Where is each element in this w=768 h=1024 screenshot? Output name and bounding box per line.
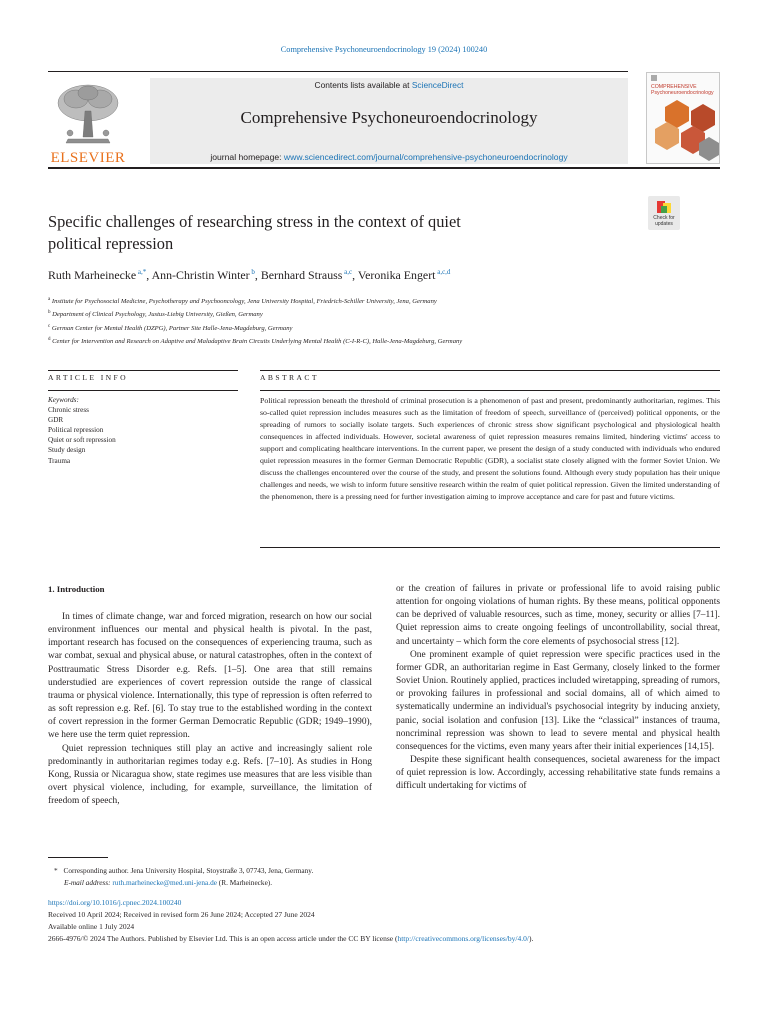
- body-paragraph: Quiet repression techniques still play an active and increasingly salient role predominantly in authoritarian regimes today e.g. Refs. [7–10]. As studies in Hong Kong, Russia or Nicaragua show, state regimes use measures that are less visible than overt physical violence, including, for example, surveillance, the limitation of freedom of speech,: [48, 743, 372, 807]
- author-name[interactable]: Ruth Marheinecke: [48, 268, 137, 282]
- keyword-item: Political repression: [48, 426, 104, 435]
- sciencedirect-link[interactable]: ScienceDirect: [411, 80, 464, 90]
- doi-link[interactable]: https://doi.org/10.1016/j.cpnec.2024.100240: [48, 898, 182, 907]
- keyword-item: Quiet or soft repression: [48, 436, 116, 445]
- keyword-item: Study design: [48, 446, 86, 455]
- email-label: E-mail address:: [64, 878, 111, 888]
- journal-cover-thumbnail[interactable]: [646, 72, 720, 164]
- author-name[interactable]: Bernhard Strauss: [260, 268, 343, 282]
- body-column-left: [48, 611, 372, 808]
- header-top-rule: [48, 71, 628, 72]
- author-separator: ,: [146, 268, 152, 282]
- license-line: [48, 933, 728, 945]
- body-paragraph: In times of climate change, war and forced migration, research on how our social environment influences our mental and physical health is pivotal. In the past, important research has focused on the consequences of experiencing trauma, such as war combat, sexual and physical abuse, or natural catastrophes, often in the context of Posttraumatic Stress Disorder e.g. Refs. [1–5]. One area that still remains understudied are experiences of covert repression outside the range of classical trauma or physical violence. Internationally, this type of repression is often referred to as soft repression e.g. Ref. [6]. To stay true to the established wording in the context of covert repression in the former German Democratic Republic (GDR; 1949–1990), we here use the term quiet repression.: [48, 612, 372, 741]
- article-info-rule: [48, 370, 238, 371]
- affiliation-item: [48, 334, 728, 347]
- author-name[interactable]: Veronika Engert: [357, 268, 436, 282]
- received-dates: Received 10 April 2024; Received in revised form 26 June 2024; Accepted 27 June 2024: [48, 910, 315, 920]
- affiliation-marker: b: [48, 310, 51, 316]
- affiliation-text: Institute for Psychosocial Medicine, Psychotherapy and Psychooncology, Jena University Hospital, Friedrich-Schiller University, Jena, Germany: [50, 298, 437, 306]
- body-paragraph: or the creation of failures in private or professional life to avoid raising public attention for ongoing violations of human rights. By these means, political opponents can be deprived of valuable resources, such as time, money, security or allies [7–11]. Quiet repression aims to create ongoing feelings of uncontrollability, social threat, and uncertainty – which form the core elements of psychosocial stress [12].: [396, 584, 720, 647]
- email-line: [48, 877, 720, 889]
- homepage-label: journal homepage:: [210, 152, 282, 162]
- license-link[interactable]: http://creativecommons.org/licenses/by/4.0/: [397, 934, 529, 944]
- contents-availability: [150, 80, 628, 90]
- affiliation-marker: c: [48, 323, 51, 329]
- check-for-updates-badge[interactable]: [648, 196, 680, 230]
- article-info-heading: ARTICLE INFO: [48, 373, 129, 382]
- corresponding-line: [48, 865, 720, 877]
- author-list: [48, 268, 728, 283]
- cover-title-line1: COMPREHENSIVE: [651, 84, 697, 90]
- cover-title-line2: Psychoneuroendocrinology: [651, 90, 714, 96]
- body-paragraph: Despite these significant health consequences, societal awareness for the impact of quiet repression is low. Accordingly, accessing rehabilitative state funds remains a difficult undertaking for victims of: [396, 755, 720, 792]
- author-affiliation-marker[interactable]: a,*: [136, 268, 147, 277]
- journal-name: Comprehensive Psychoneuroendocrinology: [240, 108, 538, 127]
- publication-info: [48, 897, 728, 946]
- article-info-underline: [48, 390, 238, 391]
- cover-mini-logo: [651, 75, 657, 81]
- cover-title: [651, 84, 714, 96]
- author-separator: ,: [254, 268, 261, 282]
- affiliation-text: Center for Intervention and Research on Adaptive and Maladaptive Brain Circuits Underlying Mental Health (C-I-R-C), Halle-Jena-Magdeburg, Germany: [50, 338, 463, 346]
- abstract-underline: [260, 390, 720, 391]
- affiliation-list: [48, 294, 728, 348]
- body-paragraph: One prominent example of quiet repression were specific practices used in the former GDR, an authoritarian regime in East Germany, closely linked to the former Soviet Union. Routinely applied, practices included wiretapping, spreading of rumors, or provoking failures in professional and social domains, all of which aimed to systematically undermine an individual's psychosocial integrity by inducing anxiety, panic, social isolation and confusion [13]. Like the “classical” instances of trauma, noncriminal repression was shown to lead to severe mental and physical health consequences for the victims, even many years after their initial experiences [14,15].: [396, 649, 720, 752]
- footnote-rule: [48, 857, 108, 858]
- footnote-marker: *: [54, 866, 58, 875]
- author-affiliation-marker[interactable]: a,c,d: [435, 268, 451, 277]
- crossmark-icon: [654, 199, 674, 215]
- elsevier-wordmark: ELSEVIER: [50, 150, 126, 166]
- homepage-link[interactable]: www.sciencedirect.com/journal/comprehensive-psychoneuroendocrinology: [283, 152, 568, 162]
- journal-citation-link[interactable]: Comprehensive Psychoneuroendocrinology 19 (2024) 100240: [280, 45, 488, 54]
- keywords-block: [48, 395, 228, 466]
- header-bottom-rule: [48, 167, 720, 169]
- crossmark-label: [648, 216, 680, 227]
- affiliation-marker: d: [48, 337, 51, 343]
- crossmark-label-line2: updates: [655, 220, 673, 227]
- journal-homepage: [150, 152, 628, 162]
- corresponding-author-footnote: [48, 865, 720, 889]
- author-separator: ,: [352, 268, 358, 282]
- title-line-2: political repression: [48, 234, 174, 253]
- contents-prefix: Contents lists available at: [314, 80, 410, 90]
- affiliation-item: [48, 307, 728, 320]
- license-prefix: 2666-4976/© 2024 The Authors. Published by Elsevier Ltd. This is an open access article under the CC BY license (: [48, 934, 398, 944]
- email-link[interactable]: ruth.marheinecke@med.uni-jena.de: [112, 878, 217, 888]
- author-affiliation-marker[interactable]: a,c: [342, 268, 353, 277]
- abstract-bottom-rule: [260, 547, 720, 548]
- cover-hexagon-art: [647, 99, 720, 164]
- keyword-item: Trauma: [48, 456, 71, 465]
- body-column-right: [396, 583, 720, 794]
- keyword-item: Chronic stress: [48, 406, 89, 415]
- crossmark-label-line1: Check for: [653, 215, 675, 221]
- affiliation-item: [48, 294, 728, 307]
- abstract-rule: [260, 370, 720, 371]
- available-online: Available online 1 July 2024: [48, 922, 135, 932]
- keywords-label: Keywords:: [48, 396, 79, 404]
- corresponding-text: Corresponding author. Jena University Hospital, Stoystraße 3, 07743, Jena, Germany.: [63, 866, 314, 875]
- affiliation-text: Department of Clinical Psychology, Justus-Liebig University, Gießen, Germany: [50, 311, 263, 319]
- author-name[interactable]: Ann-Christin Winter: [151, 268, 250, 282]
- license-suffix: ).: [528, 934, 534, 944]
- introduction-heading: 1. Introduction: [48, 584, 105, 594]
- affiliation-item: [48, 321, 728, 334]
- email-suffix: (R. Marheinecke).: [218, 878, 273, 888]
- affiliation-text: German Center for Mental Health (DZPG), Partner Site Halle-Jena-Magdeburg, Germany: [50, 324, 293, 332]
- abstract-heading: ABSTRACT: [260, 373, 319, 382]
- abstract-text: Political repression beneath the threshold of criminal prosecution is a phenomenon of past and present, predominantly authoritarian, regimes. This so-called quiet repression includes measures such as the limitation of freedom of speech, surveillance of (perceived) political opponents, or the spreading of rumors to socially isolate targets. Such experiences of chronic stress show significant psychological and physiological health consequences in affected individuals. However, societal awareness of quiet repression measures remains limited, hindering victims' access to support and complicating healthcare interventions. In the current paper, we present the design of a study conducted with individuals who endured quiet repression measures in the former German Democratic Republic (GDR), a socialist state closely aligned with the former Soviet Union. We discuss the challenges encountered over the course of the study, and present the solutions found. Although every study population has their unique challenges and needs, we wish to inform future sensitive research within the realm of quiet political repression. Given the limited understanding of the phenomenon, there is a pressing need for further investigation aiming to improve acceptance and care for past and future victims.: [260, 396, 720, 502]
- affiliation-marker: a: [48, 297, 51, 302]
- keyword-item: GDR: [48, 416, 64, 425]
- author-affiliation-marker[interactable]: b: [249, 268, 255, 277]
- keywords-list: [48, 405, 228, 466]
- title-line-1: Specific challenges of researching stress in the context of quiet: [48, 212, 461, 231]
- article-title: [48, 211, 608, 255]
